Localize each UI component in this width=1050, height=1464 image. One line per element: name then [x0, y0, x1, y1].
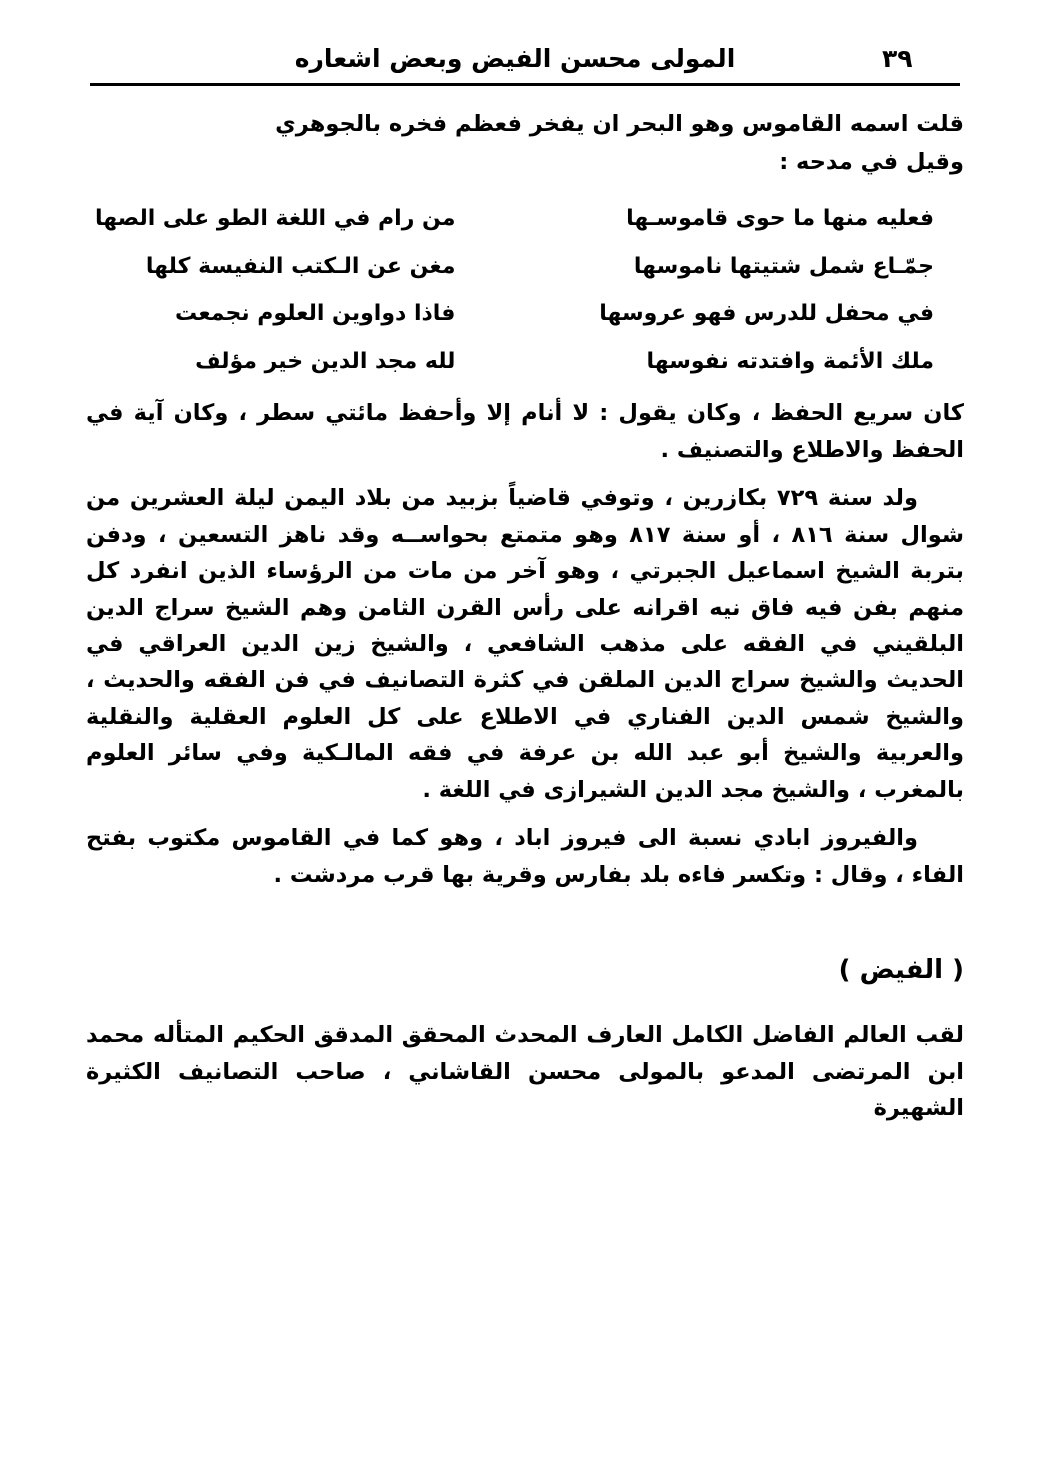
poem-hemistich-second: ملك الأئمة وافتدته نفوسها — [646, 348, 934, 374]
poem-hemistich-second: جمّـاع شمل شتيتها ناموسها — [633, 253, 934, 279]
poem-verse — [86, 195, 964, 243]
paragraph-firuzabadi: والفيروز ابادي نسبة الى فيروز اباد ، وهو كما في القاموس مكتوب بفتح الفاء ، وقال : وتكسر فاءه بلد بفارس وقرية بها قرب مردشت . — [86, 825, 964, 888]
paragraph-opening-line: قلت اسمه القاموس وهو البحر ان يفخر فعظم فخره بالجوهري — [275, 111, 964, 137]
page-header — [86, 44, 964, 73]
poem-verse — [86, 290, 964, 338]
paragraph-spacer — [86, 470, 964, 480]
running-title: المولى محسن الفيض وبعض اشعاره — [294, 44, 736, 73]
section-heading-alfayd: ( الفيض ) — [838, 955, 964, 986]
poem-hemistich-second: فعليه منها ما حوى قاموسـها — [626, 205, 934, 231]
paragraph-spacer — [86, 810, 964, 820]
paragraph-biography: ولد سنة ٧٢٩ بكازرين ، وتوفي قاضياً بزبيد من بلاد اليمن ليلة العشرين من شوال سنة ٨١٦ ، أو سنة ٨١٧ وهو متمتع بحواســه وقد ناهز التسعين ، ودفن بتربة الشيخ اسماعيل الجبرتي ، وهو آخر من مات من الرؤساء الذين انفرد كل منهم بفن فيه فاق نيه اقرانه على رأس القرن الثامن وهم الشيخ سراج الدين البلقيني في الفقه على مذهب الشافعي ، والشيخ زين الدين العراقي في الحديث والشيخ سراج الدين الملقن في كثرة التصانيف في فن الفقه والحديث ، والشيخ شمس الدين الفناري في الاطلاع على كل العلوم العقلية والنقلية والعربية والشيخ أبو عبد الله بن عرفة في فقه المالـكية وفي سائر العلوم بالمغرب ، والشيخ مجد الدين الشيرازى في اللغة . — [86, 485, 964, 803]
poem-hemistich-first: مغن عن الـكتب النفيسة كلها — [145, 253, 456, 279]
page-body — [86, 106, 964, 1126]
paragraph-alfayd-intro: لقب العالم الفاضل الكامل العارف المحدث المحقق المدقق الحكيم المتأله محمد ابن المرتضى المدعو بالمولى محسن القاشاني ، صاحب التصانيف الكثيرة الشهيرة — [86, 1022, 964, 1122]
poem-block — [86, 195, 964, 386]
poem-hemistich-second: في محفل للدرس فهو عروسها — [599, 301, 934, 327]
poem-hemistich-first: لله مجد الدين خير مؤلف — [195, 348, 456, 374]
poem-hemistich-first: فاذا دواوين العلوم نجمعت — [175, 301, 456, 327]
header-rule — [90, 83, 960, 86]
poem-hemistich-first: من رام في اللغة الطو على الصها — [94, 205, 456, 231]
poem-verse — [86, 243, 964, 291]
page-number: ٣٩ — [882, 44, 913, 73]
paragraph-memory: كان سريع الحفظ ، وكان يقول : لا أنام إلا وأحفظ مائتي سطر ، وكان آية في الحفظ والاطلاع والتصنيف . — [86, 400, 964, 463]
paragraph-praise-intro: وقيل في مدحه : — [779, 149, 964, 176]
poem-verse — [86, 338, 964, 386]
